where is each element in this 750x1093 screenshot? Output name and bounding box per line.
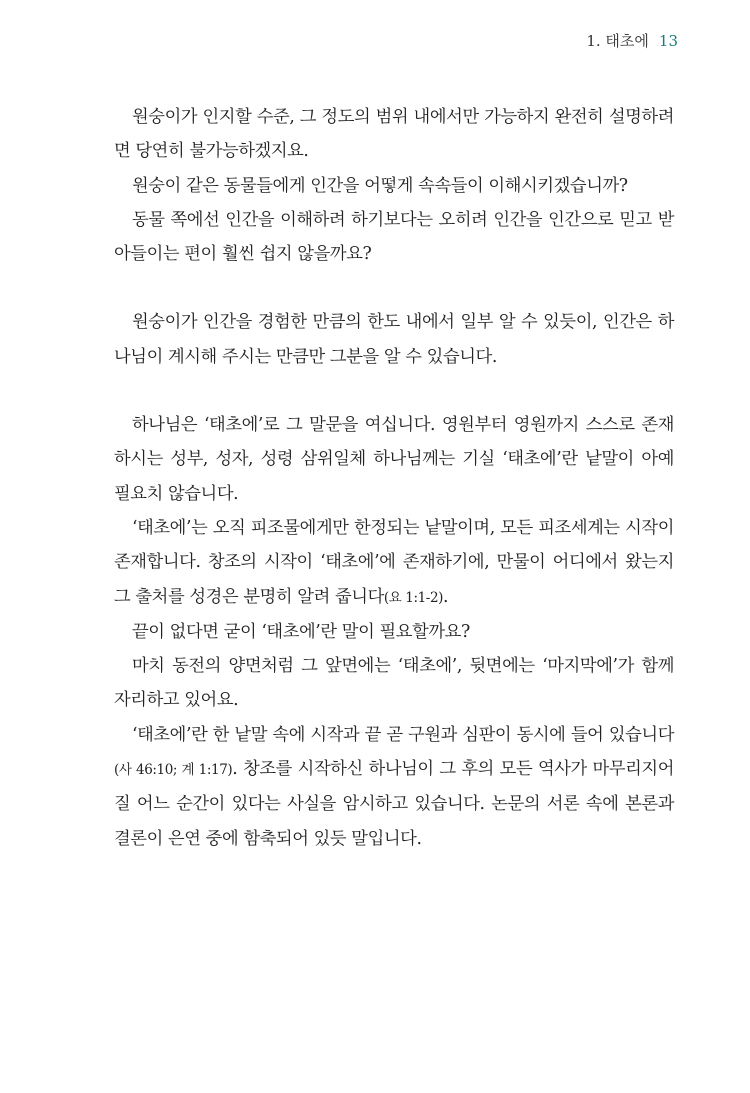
paragraph (114, 169, 674, 203)
paragraph (114, 203, 674, 272)
paragraph-text: 하나님은 ‘태초에’로 그 말문을 여십니다. 영원부터 영원까지 스스로 존재하시는 성부, 성자, 성령 삼위일체 하나님께는 기실 ‘태초에’란 낱말이 아예 필요치 않습니다. (114, 415, 674, 504)
paragraph (114, 649, 674, 718)
section-gap (114, 374, 674, 408)
paragraph (114, 305, 674, 374)
paragraph-text: ‘태초에’란 한 낱말 속에 시작과 끝 곧 구원과 심판이 동시에 들어 있습니다 (132, 724, 674, 745)
paragraph-text: 마치 동전의 양면처럼 그 앞면에는 ‘태초에’, 뒷면에는 ‘마지막에’가 함께 자리하고 있어요. (114, 656, 674, 711)
body-text (114, 100, 674, 856)
paragraph (114, 100, 674, 169)
scripture-reference: (요 1:1-2) (383, 589, 444, 606)
paragraph-text: 원숭이가 인지할 수준, 그 정도의 범위 내에서만 가능하지 완전히 설명하려면 당연히 불가능하겠지요. (114, 107, 674, 162)
paragraph-text: 동물 쪽에선 인간을 이해하려 하기보다는 오히려 인간을 인간으로 믿고 받아들이는 편이 훨씬 쉽지 않을까요? (114, 209, 674, 265)
page-number: 13 (658, 32, 678, 50)
paragraph (114, 408, 674, 511)
paragraph-text: . 창조를 시작하신 하나님이 그 후의 모든 역사가 마무리지어질 어느 순간이 있다는 사실을 암시하고 있습니다. 논문의 서론 속에 본론과 결론이 은연 중에 함축되어 있듯 말입니다. (114, 759, 674, 849)
paragraph-text: . (443, 586, 449, 607)
running-header (586, 30, 678, 51)
paragraph-text: 끝이 없다면 굳이 ‘태초에’란 말이 필요할까요? (132, 621, 470, 642)
section-gap (114, 271, 674, 305)
paragraph-text: 원숭이가 인간을 경험한 만큼의 한도 내에서 일부 알 수 있듯이, 인간은 하나님이 계시해 주시는 만큼만 그분을 알 수 있습니다. (114, 312, 674, 367)
paragraph-text: 원숭이 같은 동물들에게 인간을 어떻게 속속들이 이해시키겠습니까? (132, 175, 628, 196)
chapter-title: 1. 태초에 (586, 32, 649, 50)
paragraph (114, 511, 674, 615)
scripture-reference: (사 46:10; 계 1:17) (114, 762, 233, 779)
paragraph-text: ‘태초에’는 오직 피조물에게만 한정되는 낱말이며, 모든 피조세계는 시작이 존재합니다. 창조의 시작이 ‘태초에’에 존재하기에, 만물이 어디에서 왔는지 그 출처를 성경은 분명히 알려 줍니다 (114, 517, 674, 607)
paragraph (114, 718, 674, 856)
paragraph (114, 615, 674, 649)
